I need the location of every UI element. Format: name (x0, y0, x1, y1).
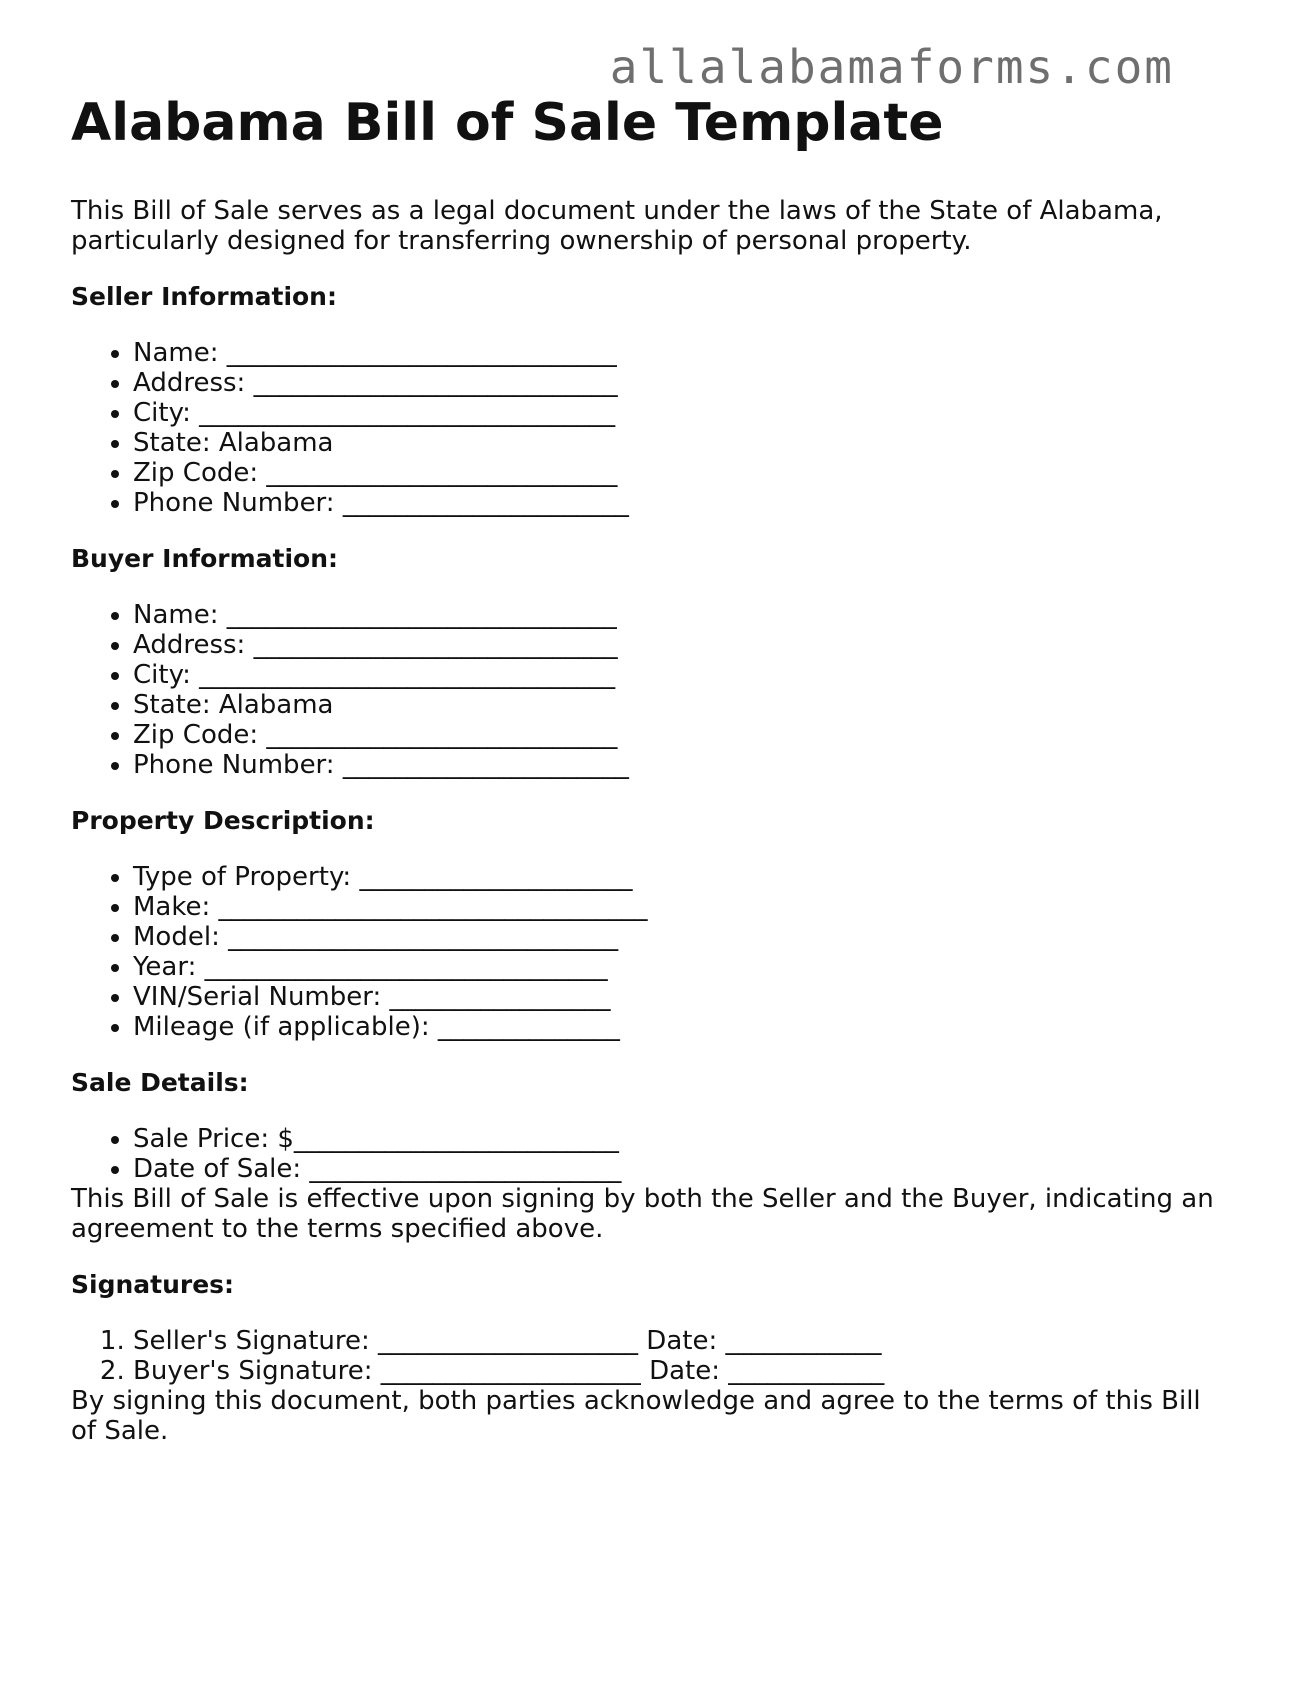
property-make-field: • Make: _________________________________ (133, 892, 1221, 922)
signatures-list (71, 1326, 1221, 1386)
property-model-field: • Model: ______________________________ (133, 922, 1221, 952)
seller-name-field: • Name: ______________________________ (133, 338, 1221, 368)
buyer-state-field: • State: Alabama (133, 690, 1221, 720)
seller-signature-line: 1. Seller's Signature: ____________________ Date: ____________ (133, 1326, 1221, 1356)
sale-heading: Sale Details: (71, 1068, 249, 1097)
property-vin-field: • VIN/Serial Number: _________________ (133, 982, 1221, 1012)
buyer-zip-field: • Zip Code: ___________________________ (133, 720, 1221, 750)
seller-phone-field: • Phone Number: ______________________ (133, 488, 1221, 518)
seller-heading: Seller Information: (71, 282, 337, 311)
sale-list (71, 1124, 1221, 1184)
buyer-name-field: • Name: ______________________________ (133, 600, 1221, 630)
seller-zip-field: • Zip Code: ___________________________ (133, 458, 1221, 488)
buyer-address-field: • Address: ____________________________ (133, 630, 1221, 660)
buyer-list (71, 600, 1221, 780)
property-heading: Property Description: (71, 806, 375, 835)
property-mileage-field: • Mileage (if applicable): ______________ (133, 1012, 1221, 1042)
watermark: allalabamaforms.com (609, 40, 1174, 94)
buyer-city-field: • City: ________________________________ (133, 660, 1221, 690)
property-type-field: • Type of Property: _____________________ (133, 862, 1221, 892)
seller-city-field: • City: ________________________________ (133, 398, 1221, 428)
buyer-signature-line: 2. Buyer's Signature: ____________________ Date: ____________ (133, 1356, 1221, 1386)
signatures-heading: Signatures: (71, 1270, 235, 1299)
buyer-phone-field: • Phone Number: ______________________ (133, 750, 1221, 780)
buyer-heading: Buyer Information: (71, 544, 339, 573)
sale-price-field: • Sale Price: $_________________________ (133, 1124, 1221, 1154)
sale-date-field: • Date of Sale: ________________________ (133, 1154, 1221, 1184)
property-year-field: • Year: _______________________________ (133, 952, 1221, 982)
property-list (71, 862, 1221, 1042)
seller-address-field: • Address: ____________________________ (133, 368, 1221, 398)
intro-paragraph: This Bill of Sale serves as a legal document under the laws of the State of Alabama, particularly designed for transferring ownership of personal property. (71, 196, 1163, 256)
closing-paragraph: By signing this document, both parties acknowledge and agree to the terms of this Bill of Sale. (71, 1386, 1201, 1446)
document-page (71, 88, 1221, 1446)
page-title: Alabama Bill of Sale Template (71, 93, 944, 153)
seller-state-field: • State: Alabama (133, 428, 1221, 458)
effective-paragraph: This Bill of Sale is effective upon signing by both the Seller and the Buyer, indicating an agreement to the terms specified above. (71, 1184, 1214, 1244)
seller-list (71, 338, 1221, 518)
